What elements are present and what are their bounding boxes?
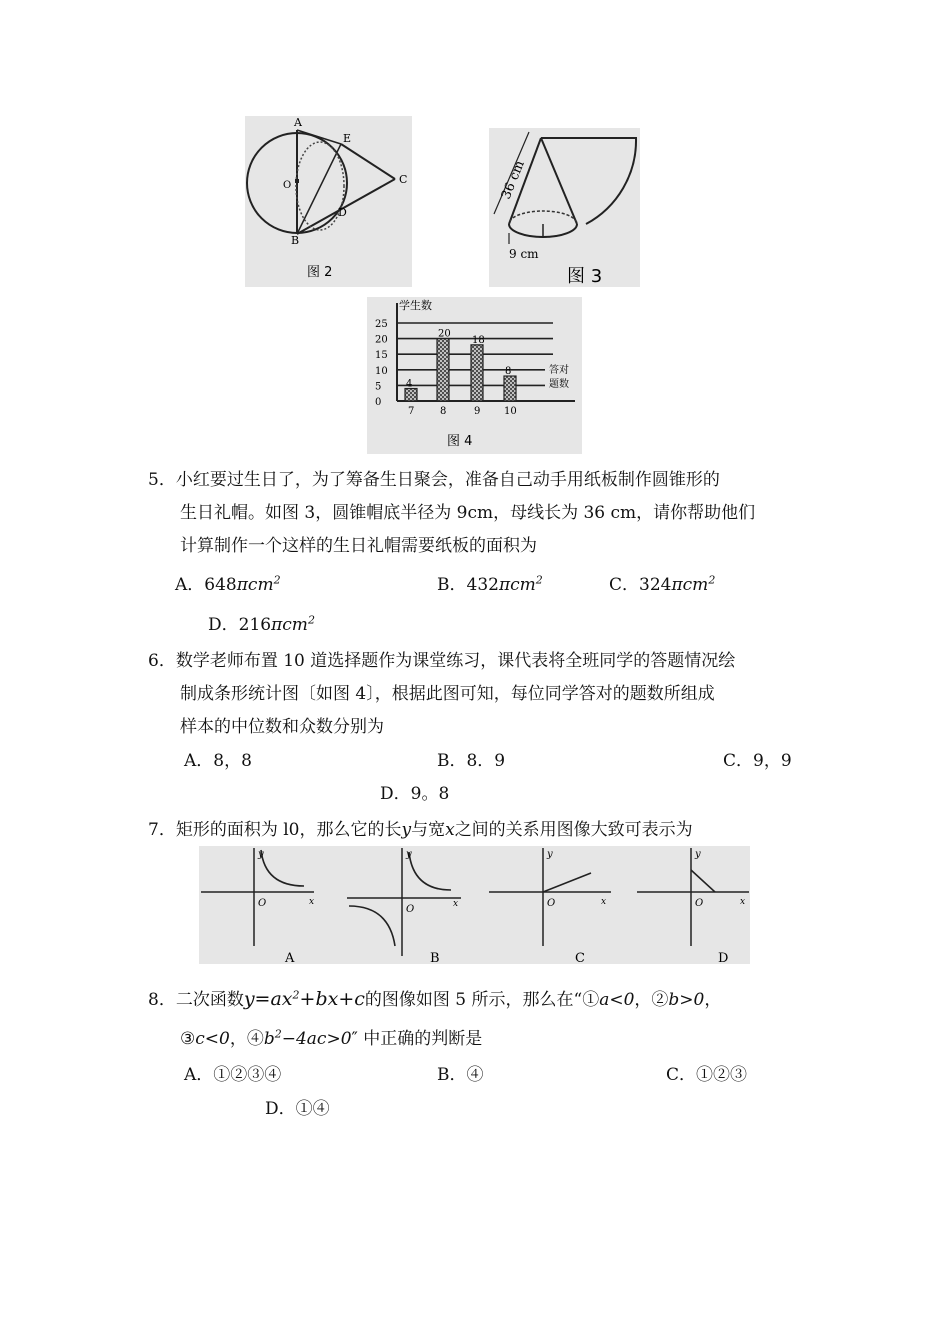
svg-text:O: O <box>695 898 704 909</box>
q5-line3: 计算制作一个这样的生日礼帽需要纸板的面积为 <box>180 536 537 556</box>
svg-text:y: y <box>258 849 264 860</box>
fig2-caption: 图 2 <box>307 265 333 280</box>
fig2-label-c: C <box>399 173 408 186</box>
figure-2 <box>245 116 412 287</box>
q6-number: 6． <box>148 651 176 671</box>
q8-option-d[interactable]: D．①④ <box>265 1099 330 1119</box>
fig3-caption: 图 3 <box>567 266 603 287</box>
fig4-bar-value-8: 20 <box>438 328 451 340</box>
fig2-label-d: D <box>338 206 347 219</box>
fig4-xtick-label: 10 <box>504 406 517 417</box>
graph-c-label: C <box>575 951 585 964</box>
q7-line1: 7．矩形的面积为 l0，那么它的长y与宽x之间的关系用图像大致可表示为 <box>148 820 693 840</box>
svg-text:x: x <box>740 897 746 907</box>
q6-option-c[interactable]: C．9，9 <box>723 751 792 771</box>
q8-number: 8． <box>148 990 176 1010</box>
svg-text:x: x <box>601 897 607 907</box>
svg-text:y: y <box>547 849 553 860</box>
fig4-ytick-label: 10 <box>375 365 388 377</box>
fig4-xtick-label: 9 <box>474 406 481 417</box>
fig3-slant-label: 36 cm <box>498 158 528 202</box>
fig4-xlabel-bottom: 题数 <box>549 379 569 390</box>
fig4-xlabel-top: 答对 <box>549 365 569 376</box>
q8-line1: 8．二次函数$y=ax^2+bx+c$的图像如图 5 所示，那么在“①a<0，②b>0， <box>148 988 722 1010</box>
svg-text:x: x <box>453 899 459 909</box>
q6-line1: 6．数学老师布置 10 道选择题作为课堂练习，课代表将全班同学的答题情况绘 <box>148 651 736 671</box>
graph-a-label: A <box>285 951 295 964</box>
fig4-xtick-label: 8 <box>440 406 447 417</box>
q6-option-d[interactable]: D．9。8 <box>380 784 450 804</box>
q5-text-1: 小红要过生日了，为了筹备生日聚会，准备自己动手用纸板制作圆锥形的 <box>175 470 720 490</box>
fig3-radius-label: 9 cm <box>509 247 539 261</box>
svg-text:x: x <box>309 897 315 907</box>
q7-number: 7． <box>148 820 176 840</box>
fig4-ytick-label: 5 <box>375 381 382 393</box>
fig2-label-b: B <box>291 234 300 247</box>
q6-option-b[interactable]: B．8．9 <box>437 751 506 771</box>
figure-4 <box>367 297 582 454</box>
graph-d-label: D <box>718 951 729 964</box>
q6-line3: 样本的中位数和众数分别为 <box>180 717 384 737</box>
svg-text:O: O <box>258 898 267 909</box>
q6-line2: 制成条形统计图〔如图 4〕，根据此图可知，每位同学答对的题数所组成 <box>180 684 715 704</box>
graph-b-label: B <box>430 951 440 964</box>
q8-line2: ③c<0，$④b^2-4ac>0''$ 中正确的判断是 <box>180 1027 483 1049</box>
q5-option-b[interactable]: B．432πcm$^2$ <box>437 573 543 595</box>
fig4-ytick-label: 0 <box>375 397 382 408</box>
q5-line2: 生日礼帽。如图 3，圆锥帽底半径为 9cm，母线长为 36 cm，请你帮助他们 <box>180 503 756 523</box>
fig4-bar-8 <box>437 339 449 401</box>
graph-c[interactable] <box>489 848 611 964</box>
q5-option-a[interactable]: A．648πcm$^2$ <box>175 573 281 595</box>
q5-option-c[interactable]: C．324πcm$^2$ <box>609 573 716 595</box>
figure-3 <box>489 128 640 287</box>
svg-text:y: y <box>695 849 701 860</box>
fig4-bar-9 <box>471 345 483 401</box>
q6-option-a[interactable]: A．8，8 <box>184 751 252 771</box>
q5-option-d[interactable]: D．216πcm$^2$ <box>208 613 315 635</box>
q8-option-c[interactable]: C．①②③ <box>666 1065 748 1085</box>
fig4-bar-value-9: 18 <box>472 334 485 346</box>
fig4-ytick-label: 25 <box>375 319 388 330</box>
q5-number: 5． <box>148 470 176 490</box>
q5-line1 <box>148 465 720 490</box>
fig4-caption: 图 4 <box>447 434 473 449</box>
fig2-label-e: E <box>343 132 352 145</box>
q8-option-a[interactable]: A．①②③④ <box>184 1065 282 1085</box>
fig4-ylabel: 学生数 <box>399 299 432 312</box>
fig4-bar-10 <box>504 376 516 401</box>
fig2-label-a: A <box>294 116 302 129</box>
graph-d[interactable] <box>637 848 749 964</box>
fig2-label-o: O <box>283 180 292 191</box>
graph-b[interactable] <box>347 848 461 964</box>
svg-text:O: O <box>406 904 415 915</box>
fig4-bar-value-7: 4 <box>406 378 413 390</box>
q7-graphs <box>199 846 750 964</box>
q8-option-b[interactable]: B．④ <box>437 1065 484 1085</box>
fig4-bar-value-10: 8 <box>505 366 512 378</box>
fig4-xtick-label: 7 <box>408 406 415 417</box>
fig4-ytick-label: 15 <box>375 350 388 362</box>
graph-a[interactable] <box>201 848 314 964</box>
svg-text:O: O <box>547 898 556 909</box>
fig4-ytick-label: 20 <box>375 334 388 346</box>
fig4-bar-7 <box>405 389 417 401</box>
svg-text:y: y <box>406 849 412 860</box>
